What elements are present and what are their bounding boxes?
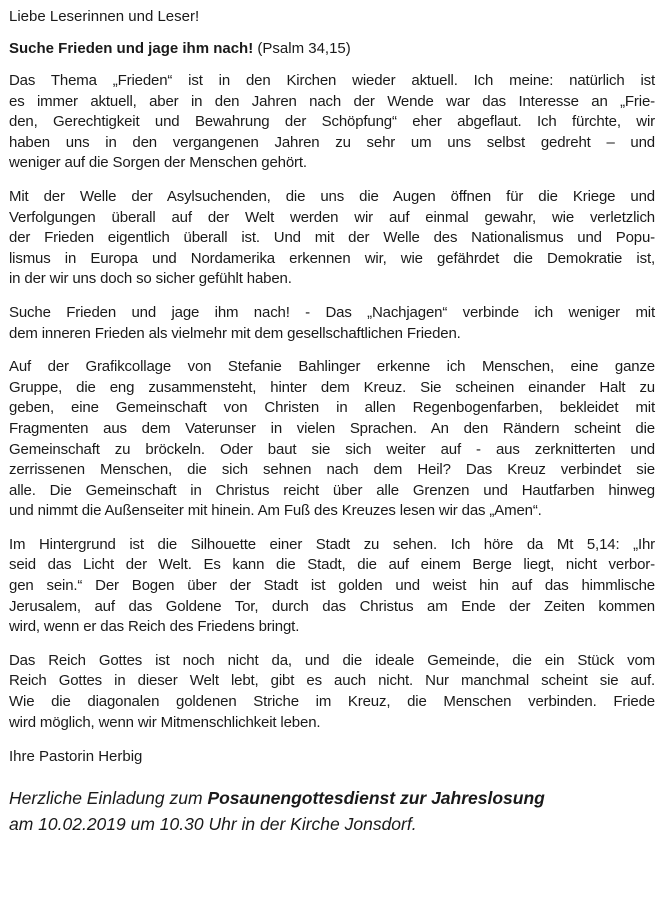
- paragraph-line: Das Reich Gottes ist noch nicht da, und die ideale Gemeinde, die ein Stück vom: [9, 651, 655, 669]
- invitation-details: am 10.02.2019 um 10.30 Uhr in der Kirche Jonsdorf.: [9, 814, 417, 835]
- invitation-event: Posaunengottesdienst zur Jahreslosung: [207, 788, 545, 809]
- body-paragraph: [9, 71, 655, 174]
- paragraph-line: Im Hintergrund ist die Silhouette einer Stadt zu sehen. Ich höre da Mt 5,14: „Ihr: [9, 535, 655, 553]
- paragraph-line: Jerusalem, auf das Goldene Tor, durch das Christus am Ende der Zeiten kommen: [9, 597, 655, 615]
- body-paragraph: [9, 187, 655, 290]
- letter-body: [9, 71, 655, 733]
- motto-reference: (Psalm 34,15): [257, 40, 351, 57]
- paragraph-line: Wie die diagonalen goldenen Striche im Kreuz, die Menschen verbinden. Friede: [9, 693, 655, 711]
- signature: Ihre Pastorin Herbig: [9, 748, 143, 766]
- body-paragraph: [9, 303, 655, 344]
- body-paragraph: [9, 357, 655, 522]
- letter-page: [9, 6, 655, 837]
- paragraph-line: Mit der Welle der Asylsuchenden, die uns die Augen öffnen für die Kriege und: [9, 187, 655, 205]
- motto-verse: Suche Frieden und jage ihm nach!: [9, 40, 254, 57]
- invitation-line-1: [9, 785, 655, 811]
- paragraph-line: den, Gerechtigkeit und Bewahrung der Schöpfung“ eher abgeflaut. Ich fürchte, wir: [9, 113, 655, 131]
- paragraph-line: der Frieden eigentlich überall ist. Und mit der Welle des Nationalismus und Popu-: [9, 229, 655, 247]
- paragraph-line: wird, wenn er das Reich des Friedens bringt.: [9, 618, 300, 636]
- invitation-prefix: Herzliche Einladung zum: [9, 788, 208, 809]
- paragraph-line: Gruppe, die eng zusammensteht, hinter dem Kreuz. Sie scheinen einander Halt zu: [9, 378, 655, 396]
- paragraph-line: dem inneren Frieden als vielmehr mit dem gesellschaftlichen Frieden.: [9, 324, 461, 342]
- paragraph-line: weniger auf die Sorgen der Menschen gehört.: [9, 154, 307, 172]
- paragraph-line: Suche Frieden und jage ihm nach! - Das „Nachjagen“ verbinde ich weniger mit: [9, 303, 655, 321]
- paragraph-line: Fragmenten aus dem Vaterunser in vielen Sprachen. An den Rändern scheint die: [9, 419, 655, 437]
- motto-line: [9, 38, 655, 59]
- paragraph-line: es immer aktuell, aber in den Jahren nach der Wende war das Interesse an „Frie-: [9, 92, 655, 110]
- paragraph-line: in der wir uns doch so sicher gefühlt haben.: [9, 270, 292, 288]
- paragraph-line: geben, eine Gemeinschaft von Christen in allen Regenbogenfarben, bekleidet mit: [9, 399, 655, 417]
- paragraph-line: alle. Die Gemeinschaft in Christus reicht über alle Grenzen und Hautfarben hinweg: [9, 481, 655, 499]
- invitation: [9, 785, 655, 837]
- paragraph-line: seid das Licht der Welt. Es kann die Stadt, die auf einem Berge liegt, nicht verbor-: [9, 556, 655, 574]
- paragraph-line: Gemeinschaft zu bröckeln. Oder baut sie sich weiter auf - aus zerknitterten und: [9, 440, 655, 458]
- paragraph-line: Das Thema „Frieden“ ist in den Kirchen wieder aktuell. Ich meine: natürlich ist: [9, 72, 655, 89]
- paragraph-line: gen sein.“ Der Bogen über der Stadt ist golden und weist hin auf das himmlische: [9, 577, 655, 595]
- paragraph-line: zerrissenen Menschen, die sich sehnen nach dem Heil? Das Kreuz verbindet sie: [9, 461, 655, 479]
- paragraph-line: und nimmt die Außenseiter mit hinein. Am Fuß des Kreuzes lesen wir das „Amen“.: [9, 502, 542, 520]
- paragraph-line: lismus in Europa und Nordamerika erkennen wir, wie gefährdet die Demokratie ist,: [9, 249, 655, 267]
- body-paragraph: [9, 535, 655, 638]
- paragraph-line: wird möglich, wenn wir Mitmenschlichkeit leben.: [9, 713, 321, 731]
- greeting: Liebe Leserinnen und Leser!: [9, 8, 200, 25]
- paragraph-line: haben uns in den vergangenen Jahren zu sehr um uns selbst gedreht – und: [9, 133, 655, 151]
- paragraph-line: Verfolgungen überall auf der Welt werden wir auf einmal gewahr, wie verletzlich: [9, 208, 655, 226]
- paragraph-line: Auf der Grafikcollage von Stefanie Bahlinger erkenne ich Menschen, eine ganze: [9, 358, 655, 376]
- paragraph-line: Reich Gottes in dieser Welt lebt, gibt es auch nicht. Nur manchmal scheint sie auf.: [9, 672, 655, 690]
- body-paragraph: [9, 651, 655, 733]
